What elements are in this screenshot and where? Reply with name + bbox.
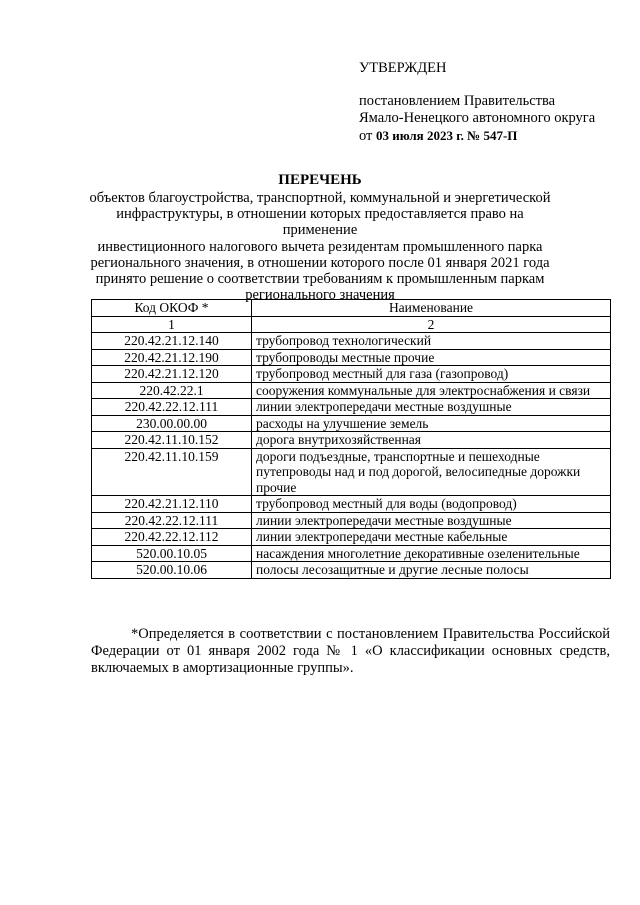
row-code: 220.42.22.12.112 — [92, 529, 252, 546]
table-row — [92, 366, 611, 383]
approval-block — [359, 60, 619, 145]
approval-line-2: Ямало-Ненецкого автономного округа — [359, 110, 596, 126]
row-code: 220.42.21.12.110 — [92, 496, 252, 513]
row-name: трубопроводы местные прочие — [252, 349, 611, 366]
header-code: Код ОКОФ * — [92, 300, 252, 317]
approval-date-number: 03 июля 2023 г. № 547-П — [376, 128, 518, 143]
subtitle-line: инфраструктуры, в отношении которых предоставляется право на применение — [116, 206, 524, 239]
row-name: трубопровод местный для воды (водопровод) — [252, 496, 611, 513]
row-name: трубопровод технологический — [252, 333, 611, 350]
approval-from: от — [359, 128, 373, 144]
table-header-row — [92, 300, 611, 317]
row-name: дорога внутрихозяйственная — [252, 432, 611, 449]
table-row — [92, 382, 611, 399]
row-name: дороги подъездные, транспортные и пешеходные путепроводы над и под дорогой, велосипедные дорожки прочие — [252, 448, 611, 496]
table-row — [92, 529, 611, 546]
okof-table — [91, 299, 611, 579]
column-number-1: 1 — [92, 316, 252, 333]
row-name: линии электропередачи местные кабельные — [252, 529, 611, 546]
document-subtitle — [80, 190, 560, 303]
row-code: 230.00.00.00 — [92, 415, 252, 432]
row-name: сооружения коммунальные для электроснабжения и связи — [252, 382, 611, 399]
row-name: линии электропередачи местные воздушные — [252, 512, 611, 529]
row-code: 220.42.21.12.120 — [92, 366, 252, 383]
table-row — [92, 399, 611, 416]
table-number-row — [92, 316, 611, 333]
row-code: 520.00.10.05 — [92, 545, 252, 562]
approval-line-1: постановлением Правительства — [359, 93, 556, 109]
table-row — [92, 448, 611, 496]
table-row — [92, 512, 611, 529]
row-code: 220.42.21.12.140 — [92, 333, 252, 350]
subtitle-line: инвестиционного налогового вычета резидентам промышленного парка — [97, 238, 543, 255]
approval-heading: УТВЕРЖДЕН — [359, 60, 447, 76]
subtitle-line: регионального значения, в отношении которого после 01 января 2021 года — [90, 254, 550, 271]
table-row — [92, 415, 611, 432]
row-code: 220.42.22.1 — [92, 382, 252, 399]
document-title-block — [80, 172, 560, 303]
subtitle-line: регионального значения — [245, 287, 395, 304]
table-row — [92, 562, 611, 579]
row-code: 520.00.10.06 — [92, 562, 252, 579]
row-name: насаждения многолетние декоративные озеленительные — [252, 545, 611, 562]
column-number-2: 2 — [252, 316, 611, 333]
subtitle-line: объектов благоустройства, транспортной, коммунальной и энергетической — [89, 190, 551, 206]
row-code: 220.42.22.12.111 — [92, 512, 252, 529]
footnote: *Определяется в соответствии с постановлением Правительства Российской Федерации от 01 января 2002 года № 1 «О классификации основных средств, включаемых в амортизационные группы». — [91, 626, 610, 676]
row-name: полосы лесозащитные и другие лесные полосы — [252, 562, 611, 579]
subtitle-line: принято решение о соответствии требованиям к промышленным паркам — [95, 271, 545, 288]
row-code: 220.42.11.10.159 — [92, 448, 252, 496]
header-name: Наименование — [252, 300, 611, 317]
document-title: ПЕРЕЧЕНЬ — [278, 172, 362, 188]
row-code: 220.42.21.12.190 — [92, 349, 252, 366]
table-row — [92, 496, 611, 513]
table-row — [92, 432, 611, 449]
row-name: расходы на улучшение земель — [252, 415, 611, 432]
row-code: 220.42.11.10.152 — [92, 432, 252, 449]
approval-date-line — [359, 127, 619, 145]
table-row — [92, 333, 611, 350]
row-code: 220.42.22.12.111 — [92, 399, 252, 416]
row-name: трубопровод местный для газа (газопровод) — [252, 366, 611, 383]
table-row — [92, 545, 611, 562]
table-row — [92, 349, 611, 366]
row-name: линии электропередачи местные воздушные — [252, 399, 611, 416]
